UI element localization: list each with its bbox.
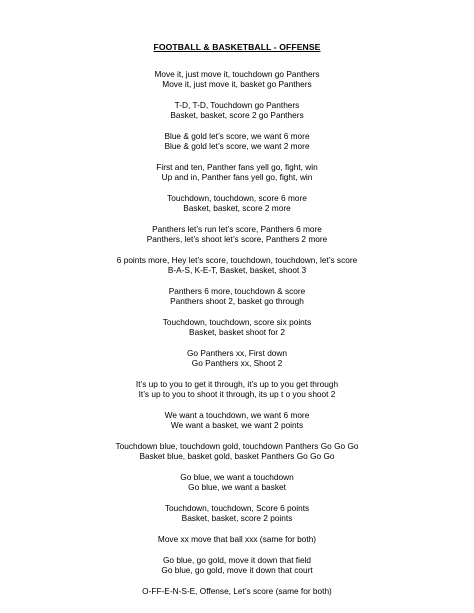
verse-block: [0, 503, 474, 523]
verse-block: [0, 586, 474, 596]
verse-line: We want a touchdown, we want 6 more: [164, 410, 310, 420]
verse-line: T-D, T-D, Touchdown go Panthers: [174, 100, 300, 110]
verse-line: Go blue, go gold, move it down that court: [161, 565, 313, 575]
verse-block: [0, 555, 474, 575]
verse-block: [0, 410, 474, 430]
verse-line: Blue & gold let’s score, we want 6 more: [164, 131, 310, 141]
verse-line: Panthers shoot 2, basket go through: [170, 296, 304, 307]
verse-line: Basket, basket shoot for 2: [189, 327, 285, 338]
verse-line: Panthers let’s run let’s score, Panthers 6 more: [152, 224, 322, 234]
verse-block: [0, 224, 474, 244]
verse-line: Panthers, let’s shoot let’s score, Panthers 2 more: [146, 234, 328, 245]
verse-line: Up and in, Panther fans yell go, fight, win: [161, 172, 313, 183]
verse-line: It’s up to you to shoot it through, its up t o you shoot 2: [138, 389, 336, 400]
verse-line: Go Panthers xx, Shoot 2: [191, 358, 283, 369]
verse-block: [0, 472, 474, 492]
verse-line: Touchdown blue, touchdown gold, touchdown Panthers Go Go Go: [115, 441, 359, 451]
verse-block: [0, 69, 474, 89]
verse-line: Touchdown, touchdown, score six points: [162, 317, 312, 327]
verse-block: [0, 100, 474, 120]
verse-line: Go blue, go gold, move it down that field: [162, 554, 312, 565]
verse-line: It’s up to you to get it through, it’s up to you get through: [135, 379, 339, 389]
verse-block: [0, 286, 474, 306]
verse-line: Move xx move that ball xxx (same for both): [157, 534, 317, 544]
verse-line: B-A-S, K-E-T, Basket, basket, shoot 3: [167, 265, 307, 276]
verse-line: O-FF-E-N-S-E, Offense, Let’s score (same for both): [142, 585, 332, 596]
verse-line: Go blue, we want a basket: [188, 482, 286, 493]
verse-line: 6 points more, Hey let’s score, touchdown, touchdown, let’s score: [116, 255, 358, 265]
verse-block: [0, 255, 474, 275]
verse-line: Basket, basket, score 2 points: [181, 513, 293, 524]
verse-line: Blue & gold let’s score, we want 2 more: [164, 141, 310, 152]
verse-line: Touchdown, touchdown, Score 6 points: [164, 503, 310, 513]
verse-line: Touchdown, touchdown, score 6 more: [167, 193, 307, 203]
verse-line: Move it, just move it, touchdown go Panthers: [154, 69, 320, 79]
verse-line: Move it, just move it, basket go Panthers: [162, 79, 312, 90]
document-title: FOOTBALL & BASKETBALL - OFFENSE: [153, 42, 321, 52]
verse-line: Go blue, we want a touchdown: [180, 472, 294, 482]
verse-block: [0, 131, 474, 151]
verse-block: [0, 162, 474, 182]
verse-block: [0, 348, 474, 368]
verse-line: We want a basket, we want 2 points: [170, 420, 304, 431]
verse-line: Panthers 6 more, touchdown & score: [168, 286, 306, 296]
verse-block: [0, 441, 474, 461]
verse-line: Go Panthers xx, First down: [186, 348, 288, 358]
verse-line: Basket, basket, score 2 go Panthers: [170, 110, 304, 121]
verse-block: [0, 379, 474, 399]
verse-line: First and ten, Panther fans yell go, fight, win: [156, 162, 318, 172]
verse-block: [0, 193, 474, 213]
verse-line: Basket blue, basket gold, basket Panthers Go Go Go: [139, 451, 335, 462]
verse-block: [0, 534, 474, 544]
verse-line: Basket, basket, score 2 more: [183, 203, 291, 214]
verse-list: [0, 69, 474, 596]
verse-block: [0, 317, 474, 337]
